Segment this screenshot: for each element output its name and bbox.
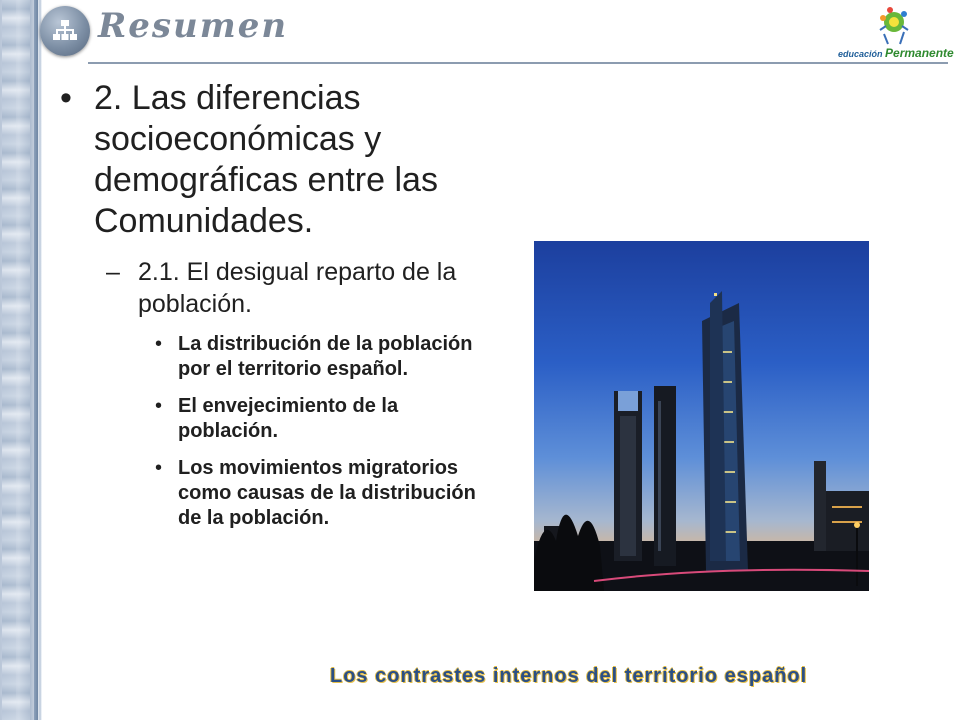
left-decorative-border [0, 0, 42, 720]
bullet-level3-text: El envejecimiento de la población. [178, 395, 399, 442]
footer-title: Los contrastes internos del territorio español [330, 665, 808, 687]
bullet-level1 [60, 78, 490, 242]
bullet-level3-text: La distribución de la población por el territorio español. [178, 333, 473, 380]
bullet-level3-text: Los movimientos migratorios como causas de la distribución de la población. [178, 457, 476, 529]
bullet-marker: • [155, 395, 163, 417]
bullet-marker: • [60, 79, 72, 117]
bullet-level3-item [60, 332, 490, 382]
sitemap-icon [40, 6, 90, 56]
logo-caption [838, 46, 954, 60]
slide-title: Resumen [98, 6, 289, 46]
bullet-level2 [60, 256, 490, 320]
skyscrapers-photo [534, 241, 869, 591]
header-divider [88, 62, 948, 64]
bullet-level2-text: 2.1. El desigual reparto de la población. [138, 258, 457, 318]
bullet-marker: • [155, 333, 163, 355]
bullet-level3-item [60, 456, 490, 531]
bullet-level3-item [60, 394, 490, 444]
bullet-marker: • [155, 457, 163, 479]
logo-caption-big: Permanente [885, 46, 954, 60]
dash-marker: – [106, 258, 120, 286]
bullet-list [60, 78, 490, 531]
bullet-level1-text: 2. Las diferencias socioeconómicas y demográficas entre las Comunidades. [94, 79, 438, 240]
logo-caption-small: educación [838, 49, 883, 59]
